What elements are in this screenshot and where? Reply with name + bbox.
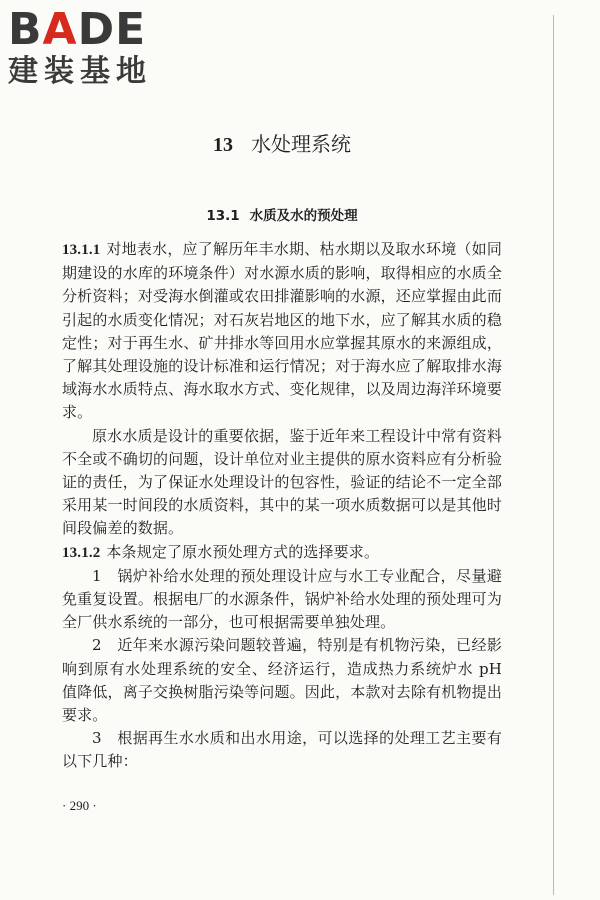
clause-13-1-2 bbox=[62, 541, 502, 565]
section-title bbox=[62, 205, 502, 227]
clause-text: 本条规定了原水预处理方式的选择要求。 bbox=[106, 542, 380, 561]
list-item: 3 根据再生水水质和出水用途，可以选择的处理工艺主要有以下几种： bbox=[62, 729, 502, 771]
chapter-title bbox=[62, 130, 502, 159]
logo bbox=[8, 6, 178, 90]
list-item: 2 近年来水源污染问题较普遍，特别是有机物污染，已经影响到原有水处理系统的安全、经济运行，造成热力系统炉水 pH 值降低，离子交换树脂污染等问题。因此，本款对去除有机物提出要求。 bbox=[62, 636, 502, 725]
logo-subtitle: 建装基地 bbox=[8, 54, 152, 89]
chapter-title-text: 水处理系统 bbox=[251, 132, 351, 156]
clause-number: 13.1.2 bbox=[62, 544, 101, 561]
body-text bbox=[62, 238, 502, 774]
page-edge-line bbox=[553, 15, 554, 895]
section-number: 13.1 bbox=[206, 208, 240, 224]
list-item: 1 锅炉补给水处理的预处理设计应与水工专业配合，尽量避免重复设置。根据电厂的水源条件，锅炉补给水处理的预处理可为全厂供水系统的一部分，也可根据需要单独处理。 bbox=[62, 566, 502, 632]
logo-wordmark: BADE bbox=[8, 4, 147, 55]
section-title-text: 水质及水的预处理 bbox=[249, 208, 358, 224]
page-number: · 290 · bbox=[62, 798, 97, 813]
paragraph: 原水水质是设计的重要依据，鉴于近年来工程设计中常有资料不全或不确切的问题，设计单位对业主提供的原水资料应有分析验证的责任，为了保证水处理设计的包容性，验证的结论不一定全部采用某一时间段的水质资料，其中的某一项水质数据可以是其他时间段偏差的数据。 bbox=[62, 426, 502, 538]
clause-number: 13.1.1 bbox=[62, 242, 101, 258]
clause-13-1-1 bbox=[62, 238, 502, 425]
logo-accent-letter: A bbox=[42, 4, 78, 55]
clause-text: 对地表水，应了解历年丰水期、枯水期以及取水环境（如同期建设的水库的环境条件）对水源水质的影响，取得相应的水质全分析资料；对受海水倒灌或农田排灌影响的水源，还应掌握由此而引起的水质变化情况；对石灰岩地区的地下水，应了解其水质的稳定性；对于再生水、矿井排水等回用水应掌握其原水的来源组成，了解其处理设施的设计标准和运行情况；对于海水应了解取排水海域海水水质特点、海水取水方式、变化规律，以及周边海洋环境要求。 bbox=[62, 240, 502, 422]
chapter-number: 13 bbox=[213, 134, 233, 156]
